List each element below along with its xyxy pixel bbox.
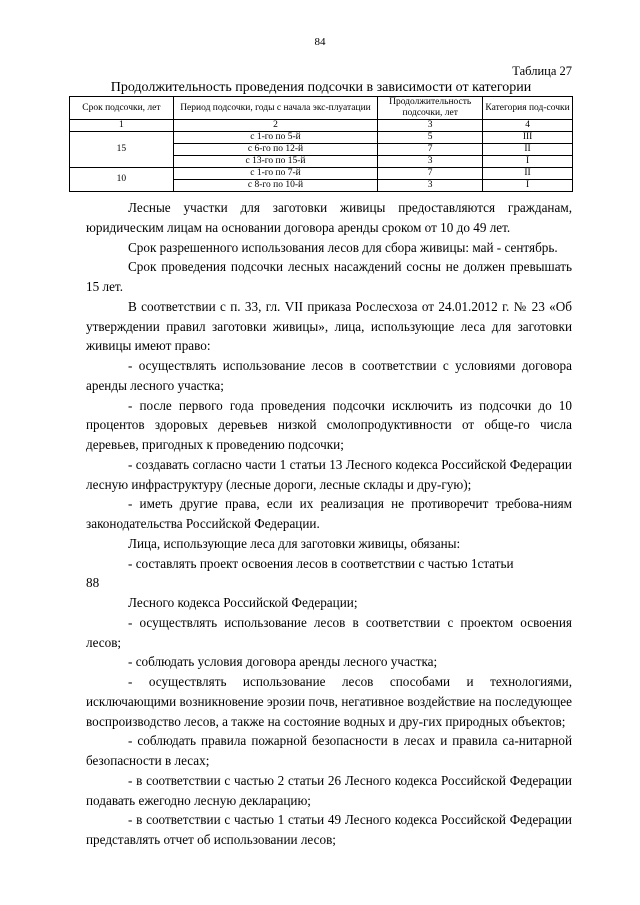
paragraph: Лесные участки для заготовки живицы предоставляются гражданам, юридическим лицам на основании договора аренды сроком от 10 до 49 лет. [86,200,572,235]
category-cell: II [483,144,573,156]
duration-cell: 3 [378,180,483,192]
table-header-row [70,97,573,120]
list-item: - осуществлять использование лесов в соответствии с проектом освоения лесов; [86,614,572,650]
table-row [70,132,573,144]
tapping-duration-table [69,96,573,192]
paragraph: Срок разрешенного использования лесов для сбора живицы: май - сентябрь. [128,239,558,255]
duration-cell: 3 [378,156,483,168]
duration-cell: 7 [378,144,483,156]
list-item: - после первого года проведения подсочки исключить из подсочки до 10 процентов здоровых деревьев низкой смолопродуктивности от обще-го числа деревьев, пригодных к проведению подсочки; [86,397,572,452]
term-cell: 10 [70,168,174,192]
stray-line-fragment: 88 [86,575,100,591]
list-item: - составлять проект освоения лесов в соответствии с частью 1статьи [128,555,514,571]
numbering-cell: 1 [70,120,174,132]
list-item: - в соответствии с частью 1 статьи 49 Лесного кодекса Российской Федерации представлять отчет об использовании лесов; [86,812,572,847]
period-cell: с 1-го по 5-й [173,132,377,144]
header-period: Период подсочки, годы с начала экс-плуатации [173,97,377,120]
paragraph: Срок проведения подсочки лесных насаждений сосны не должен превышать 15 лет. [86,259,572,294]
paragraph: Лесного кодекса Российской Федерации; [128,595,358,610]
body-text [86,198,572,850]
list-item: - соблюдать правила пожарной безопасности в лесах и правила са-нитарной безопасности в лесах; [86,733,572,768]
list-item: - создавать согласно части 1 статьи 13 Лесного кодекса Российской Федерации лесную инфраструктуру (лесные дороги, лесные склады и дру-гую); [86,456,572,492]
list-item: - иметь другие права, если их реализация не противоречит требова-ниям законодательства Российской Федерации. [86,496,572,531]
duration-cell: 5 [378,132,483,144]
paragraph: В соответствии с п. 33, гл. VII приказа Рослесхоза от 24.01.2012 г. № 23 «Об утверждении правил заготовки живицы», лица, использующие леса для заготовки живицы имеют право: [86,298,572,354]
list-item: - соблюдать условия договора аренды лесного участка; [128,654,438,670]
category-cell: I [483,156,573,168]
table-label: Таблица 27 [512,64,572,78]
category-cell: III [483,132,573,144]
category-cell: I [483,180,573,192]
list-item: - осуществлять использование лесов способами и технологиями, исключающими возникновение эрозии почв, негативное воздействие на последующее воспроизводство лесов, а также на состояние водных и дру-гих природных объектов; [86,674,572,729]
period-cell: с 13-го по 15-й [173,156,377,168]
table-numbering-row [70,120,573,132]
numbering-cell: 3 [378,120,483,132]
header-duration: Продолжительность подсочки, лет [378,97,483,120]
period-cell: с 6-го по 12-й [173,144,377,156]
period-cell: с 1-го по 7-й [173,168,377,180]
paragraph: Лица, использующие леса для заготовки живицы, обязаны: [128,535,461,551]
list-item: - в соответствии с частью 2 статьи 26 Лесного кодекса Российской Федерации подавать ежегодно лесную декларацию; [86,772,572,808]
duration-cell: 7 [378,168,483,180]
list-item: - осуществлять использование лесов в соответствии с условиями договора аренды лесного участка; [86,358,572,393]
term-cell: 15 [70,132,174,168]
page-number: 84 [314,36,326,48]
header-category: Категория под-сочки [483,97,573,120]
period-cell: с 8-го по 10-й [173,180,377,192]
numbering-cell: 2 [173,120,377,132]
table-title: Продолжительность проведения подсочки в зависимости от категории [110,80,532,95]
header-term: Срок подсочки, лет [70,97,174,120]
category-cell: II [483,168,573,180]
numbering-cell: 4 [483,120,573,132]
table-row [70,168,573,180]
